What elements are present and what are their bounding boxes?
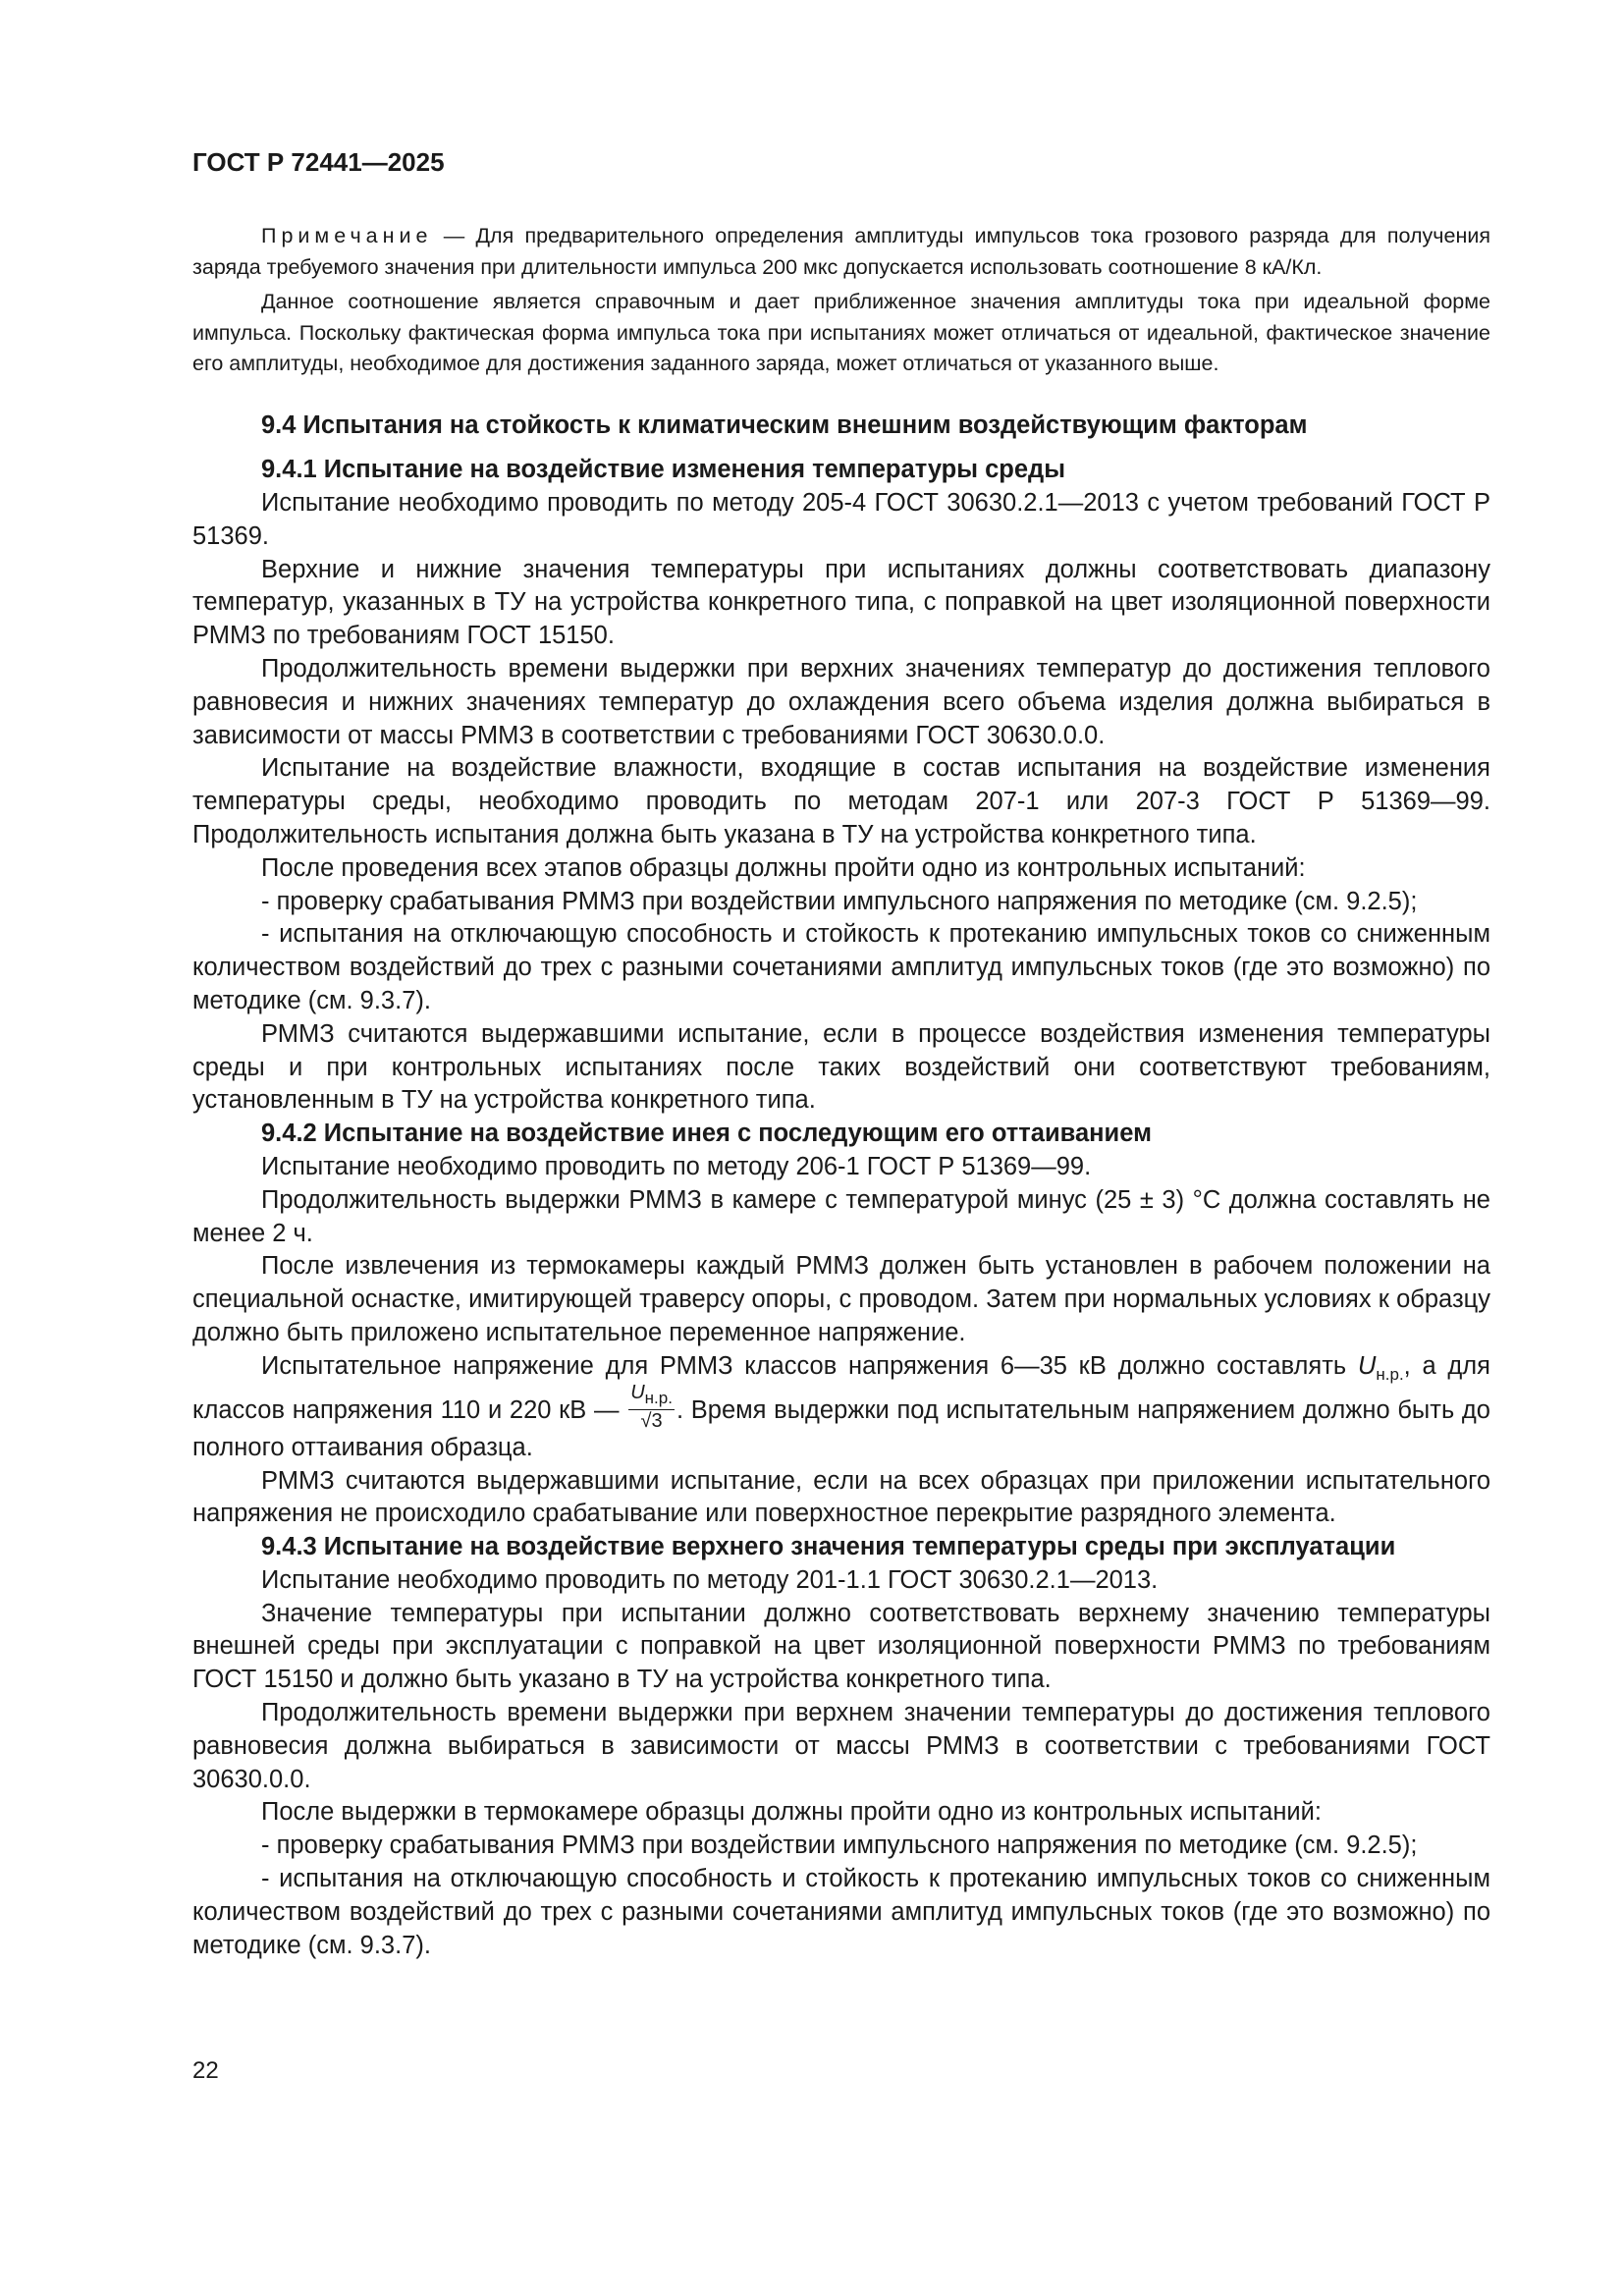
page-content [192,221,1490,1962]
section-heading: 9.4 Испытания на стойкость к климатическим внешним воздействующим факторам [261,410,1308,439]
fraction-formula [628,1382,675,1432]
list-item: - испытания на отключающую способность и стойкость к протеканию импульсных токов со сниженным количеством воздействий до трех с разными сочетаниями амплитуд импульсных токов (где это возможно) по методике (см. 9.3.7). [192,920,1490,1015]
subsection-heading: 9.4.3 Испытание на воздействие верхнего значения температуры среды при эксплуатации [261,1533,1396,1561]
paragraph-with-formula [192,1350,1490,1465]
paragraph: РММЗ считаются выдержавшими испытание, если в процессе воздействия изменения температуры среды и при контрольных испытаниях после таких воздействий они соответствуют требованиям, установленным в ТУ на устройства конкретного типа. [192,1019,1490,1115]
voltage-subscript: н.р. [1376,1364,1404,1384]
text-run: , а для классов напряжения 110 и 220 кВ — [192,1351,1490,1424]
numerator-subscript: н.р. [644,1388,673,1407]
paragraph: После проведения всех этапов образцы должны пройти одно из контрольных испытаний: [261,853,1306,882]
note-paragraph: Данное соотношение является справочным и дает приближенное значения амплитуды тока при идеальной форме импульса. Поскольку фактическая форма импульса тока при испытаниях может отличаться от идеальной, фактическое значение его амплитуды, необходимое для достижения заданного заряда, может отличаться от указанного выше. [192,290,1490,375]
paragraph: Продолжительность выдержки РММЗ в камере с температурой минус (25 ± 3) °С должна составлять не менее 2 ч. [192,1185,1490,1247]
list-item: - проверку срабатывания РММЗ при воздействии импульсного напряжения по методике (см. 9.2.5); [261,1831,1418,1860]
note-label: Примечание [261,224,433,247]
fraction-denominator: √3 [640,1409,663,1432]
numerator-symbol: U [630,1381,645,1403]
document-header: ГОСТ Р 72441—2025 [192,147,445,177]
paragraph: Продолжительность времени выдержки при верхних значениях температур до достижения теплового равновесия и нижних значениях температур до охлаждения всего объема изделия должна выбираться в зависимости от массы РММЗ в соответствии с требованиями ГОСТ 30630.0.0. [192,655,1490,749]
paragraph: Значение температуры при испытании должно соответствовать верхнему значению температуры внешней среды при эксплуатации с поправкой на цвет изоляционной поверхности РММЗ по требованиям ГОСТ 15150 и должно быть указано в ТУ на устройства конкретного типа. [192,1599,1490,1694]
paragraph: Испытание необходимо проводить по методу 201-1.1 ГОСТ 30630.2.1—2013. [261,1565,1159,1594]
text-run: . Время выдержки под испытательным напряжением должно быть до полного оттаивания образца. [192,1395,1490,1461]
note-paragraph [192,221,1490,283]
note-block [192,221,1490,380]
list-item: - проверку срабатывания РММЗ при воздействии импульсного напряжения по методике (см. 9.2.5); [261,887,1418,915]
paragraph: Верхние и нижние значения температуры при испытаниях должны соответствовать диапазону температур, указанных в ТУ на устройства конкретного типа, с поправкой на цвет изоляционной поверхности РММЗ по требованиям ГОСТ 15150. [192,555,1490,650]
paragraph: Испытание необходимо проводить по методу 205-4 ГОСТ 30630.2.1—2013 с учетом требований ГОСТ Р 51369. [192,489,1490,550]
paragraph: РММЗ считаются выдержавшими испытание, если на всех образцах при приложении испытательного напряжения не происходило срабатывание или поверхностное перекрытие разрядного элемента. [192,1466,1490,1528]
list-item: - испытания на отключающую способность и стойкость к протеканию импульсных токов со сниженным количеством воздействий до трех с разными сочетаниями амплитуд импульсных токов (где это возможно) по методике (см. 9.3.7). [192,1865,1490,1959]
voltage-symbol: U [1357,1351,1377,1380]
paragraph: Продолжительность времени выдержки при верхнем значении температуры до достижения теплового равновесия должна выбираться в зависимости от массы РММЗ в соответствии с требованиями ГОСТ 30630.0.0. [192,1699,1490,1793]
section-9-4 [192,410,1490,1963]
page-number: 22 [192,2057,219,2084]
paragraph: После извлечения из термокамеры каждый РММЗ должен быть установлен в рабочем положении на специальной оснастке, имитирующей траверсу опоры, с проводом. Затем при нормальных условиях к образцу должно быть приложено испытательное переменное напряжение. [192,1252,1490,1347]
text-run: Испытательное напряжение для РММЗ классов напряжения 6—35 кВ должно составлять [261,1351,1358,1380]
paragraph: Испытание на воздействие влажности, входящие в состав испытания на воздействие изменения температуры среды, необходимо проводить по методам 207-1 или 207-3 ГОСТ Р 51369—99. Продолжительность испытания должна быть указана в ТУ на устройства конкретного типа. [192,754,1490,849]
note-text: — Для предварительного определения амплитуды импульсов тока грозового разряда для получения заряда требуемого значения при длительности импульса 200 мкс допускается использовать соотношение 8 кА/Кл. [192,224,1490,279]
subsection-heading: 9.4.1 Испытание на воздействие изменения температуры среды [261,456,1066,484]
subsection-heading: 9.4.2 Испытание на воздействие инея с последующим его оттаиванием [261,1120,1152,1148]
fraction-numerator [628,1382,675,1410]
paragraph: После выдержки в термокамере образцы должны пройти одно из контрольных испытаний: [261,1798,1322,1827]
paragraph: Испытание необходимо проводить по методу 206-1 ГОСТ Р 51369—99. [261,1153,1092,1181]
